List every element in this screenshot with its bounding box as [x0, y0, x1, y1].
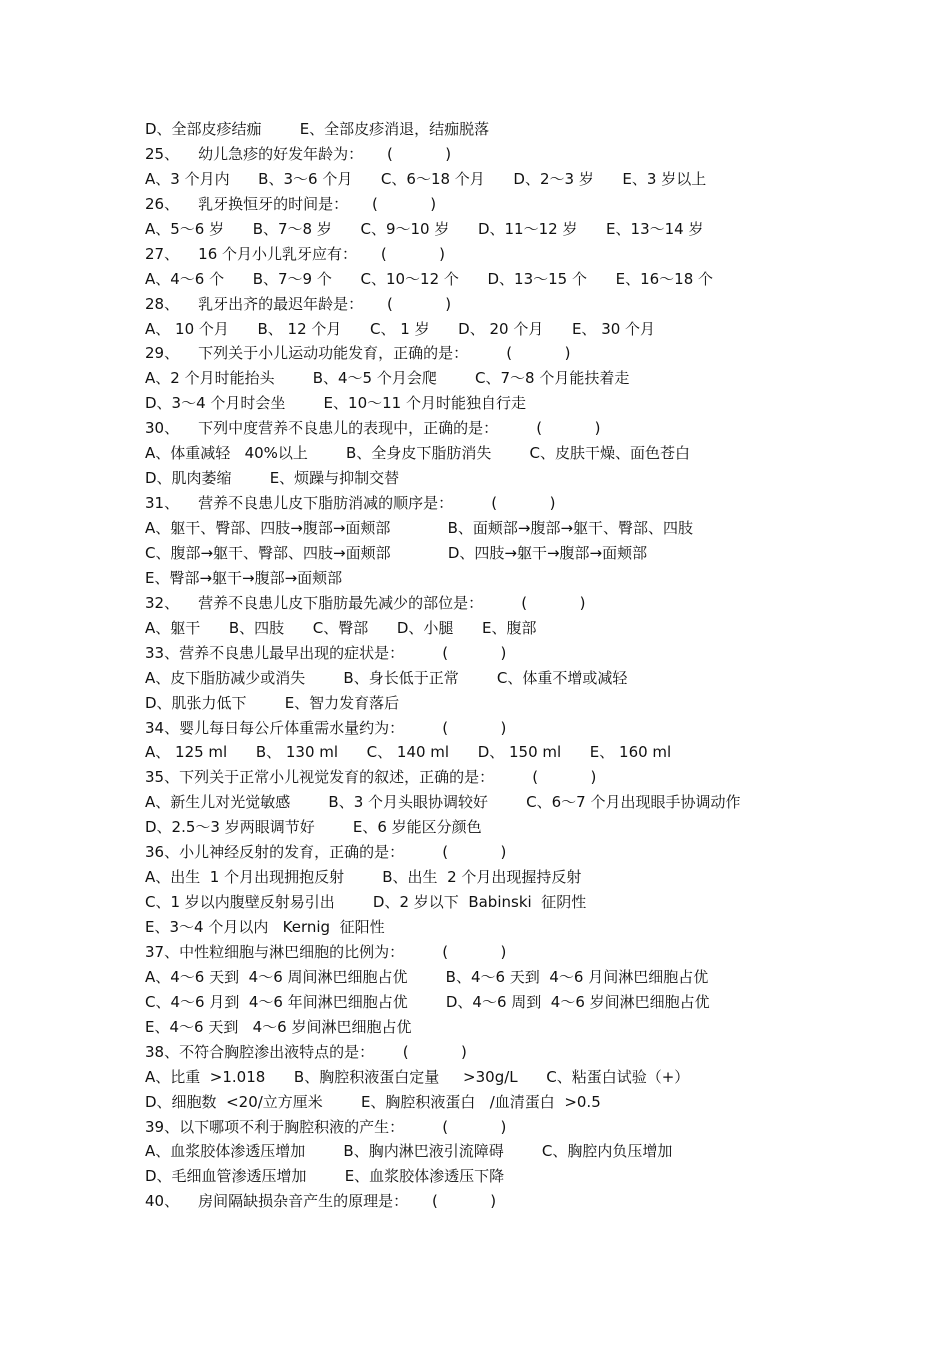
text-line: A、躯干、臀部、四肢→腹部→面颊部 B、面颊部→腹部→躯干、臀部、四肢: [145, 519, 694, 537]
text-line: 40、 房间隔缺损杂音产生的原理是： ( ): [145, 1192, 497, 1211]
text-line: A、4～6 个 B、7～9 个 C、10～12 个 D、13～15 个 E、16～18 个: [145, 269, 714, 288]
text-line: 28、 乳牙出齐的最迟年龄是： ( ): [145, 294, 452, 313]
text-line: A、 10 个月 B、 12 个月 C、 1 岁 D、 20 个月 E、 30 个月: [145, 319, 656, 338]
text-line: D、全部皮疹结痂 E、全部皮疹消退，结痂脱落: [145, 120, 490, 138]
text-line: 35、下列关于正常小儿视觉发育的叙述，正确的是： ( ): [145, 768, 597, 787]
text-line: D、肌肉萎缩 E、烦躁与抑制交替: [145, 469, 400, 488]
text-line: E、3～4 个月以内 Kernig 征阳性: [145, 918, 385, 936]
text-line: 32、 营养不良患儿皮下脂肪最先减少的部位是： ( ): [145, 593, 586, 612]
text-line: A、5～6 岁 B、7～8 岁 C、9～10 岁 D、11～12 岁 E、13～14 岁: [145, 219, 704, 238]
text-line: 27、 16 个月小儿乳牙应有： ( ): [145, 244, 446, 263]
text-line: 38、不符合胸腔渗出液特点的是： ( ): [145, 1042, 467, 1061]
text-line: A、比重 >1.018 B、胸腔积液蛋白定量 >30g/L C、粘蛋白试验（+）: [145, 1067, 690, 1086]
text-line: E、臀部→躯干→腹部→面颊部: [145, 568, 343, 587]
text-line: A、皮下脂肪减少或消失 B、身长低于正常 C、体重不增或减轻: [145, 668, 628, 687]
text-line: C、腹部→躯干、臀部、四肢→面颊部 D、四肢→躯干→腹部→面颊部: [145, 543, 648, 562]
document-text: [145, 117, 925, 1214]
text-line: 36、小儿神经反射的发育，正确的是： ( ): [145, 843, 507, 862]
text-line: A、出生 1 个月出现拥抱反射 B、出生 2 个月出现握持反射: [145, 868, 582, 887]
text-line: A、 125 ml B、 130 ml C、 140 ml D、 150 ml E、 160 ml: [145, 743, 672, 762]
text-line: D、3～4 个月时会坐 E、10～11 个月时能独自行走: [145, 394, 526, 413]
text-line: 26、 乳牙换恒牙的时间是： ( ): [145, 194, 437, 213]
text-line: 25、 幼儿急疹的好发年龄为： ( ): [145, 144, 452, 163]
text-line: 37、中性粒细胞与淋巴细胞的比例为： ( ): [145, 942, 507, 961]
text-line: A、3 个月内 B、3～6 个月 C、6～18 个月 D、2～3 岁 E、3 岁以上: [145, 169, 707, 188]
text-line: 34、婴儿每日每公斤体重需水量约为： ( ): [145, 718, 507, 737]
text-line: D、2.5～3 岁两眼调节好 E、6 岁能区分颜色: [145, 818, 482, 837]
text-line: C、4～6 月到 4～6 年间淋巴细胞占优 D、4～6 周到 4～6 岁间淋巴细胞占优: [145, 992, 710, 1011]
text-line: E、4～6 天到 4～6 岁间淋巴细胞占优: [145, 1017, 412, 1036]
text-line: D、毛细血管渗透压增加 E、血浆胶体渗透压下降: [145, 1167, 505, 1186]
text-line: A、躯干 B、四肢 C、臀部 D、小腿 E、腹部: [145, 618, 537, 637]
text-line: 29、 下列关于小儿运动功能发育，正确的是： ( ): [145, 344, 571, 363]
text-line: 33、营养不良患儿最早出现的症状是： ( ): [145, 643, 507, 662]
text-line: A、新生儿对光觉敏感 B、3 个月头眼协调较好 C、6～7 个月出现眼手协调动作: [145, 793, 741, 812]
text-line: D、细胞数 <20/立方厘米 E、胸腔积液蛋白 /血清蛋白 >0.5: [145, 1092, 601, 1111]
text-line: A、2 个月时能抬头 B、4～5 个月会爬 C、7～8 个月能扶着走: [145, 369, 630, 388]
text-line: A、4～6 天到 4～6 周间淋巴细胞占优 B、4～6 天到 4～6 月间淋巴细胞占优: [145, 967, 709, 986]
text-line: 31、 营养不良患儿皮下脂肪消减的顺序是： ( ): [145, 494, 556, 513]
text-line: 30、 下列中度营养不良患儿的表现中，正确的是： ( ): [145, 419, 601, 438]
text-line: 39、以下哪项不利于胸腔积液的产生： ( ): [145, 1117, 507, 1136]
text-line: A、血浆胶体渗透压增加 B、胸内淋巴液引流障碍 C、胸腔内负压增加: [145, 1142, 673, 1161]
text-line: A、体重减轻 40%以上 B、全身皮下脂肪消失 C、皮肤干燥、面色苍白: [145, 444, 690, 463]
text-line: D、肌张力低下 E、智力发育落后: [145, 693, 400, 712]
text-line: C、1 岁以内腹壁反射易引出 D、2 岁以下 Babinski 征阴性: [145, 893, 587, 912]
